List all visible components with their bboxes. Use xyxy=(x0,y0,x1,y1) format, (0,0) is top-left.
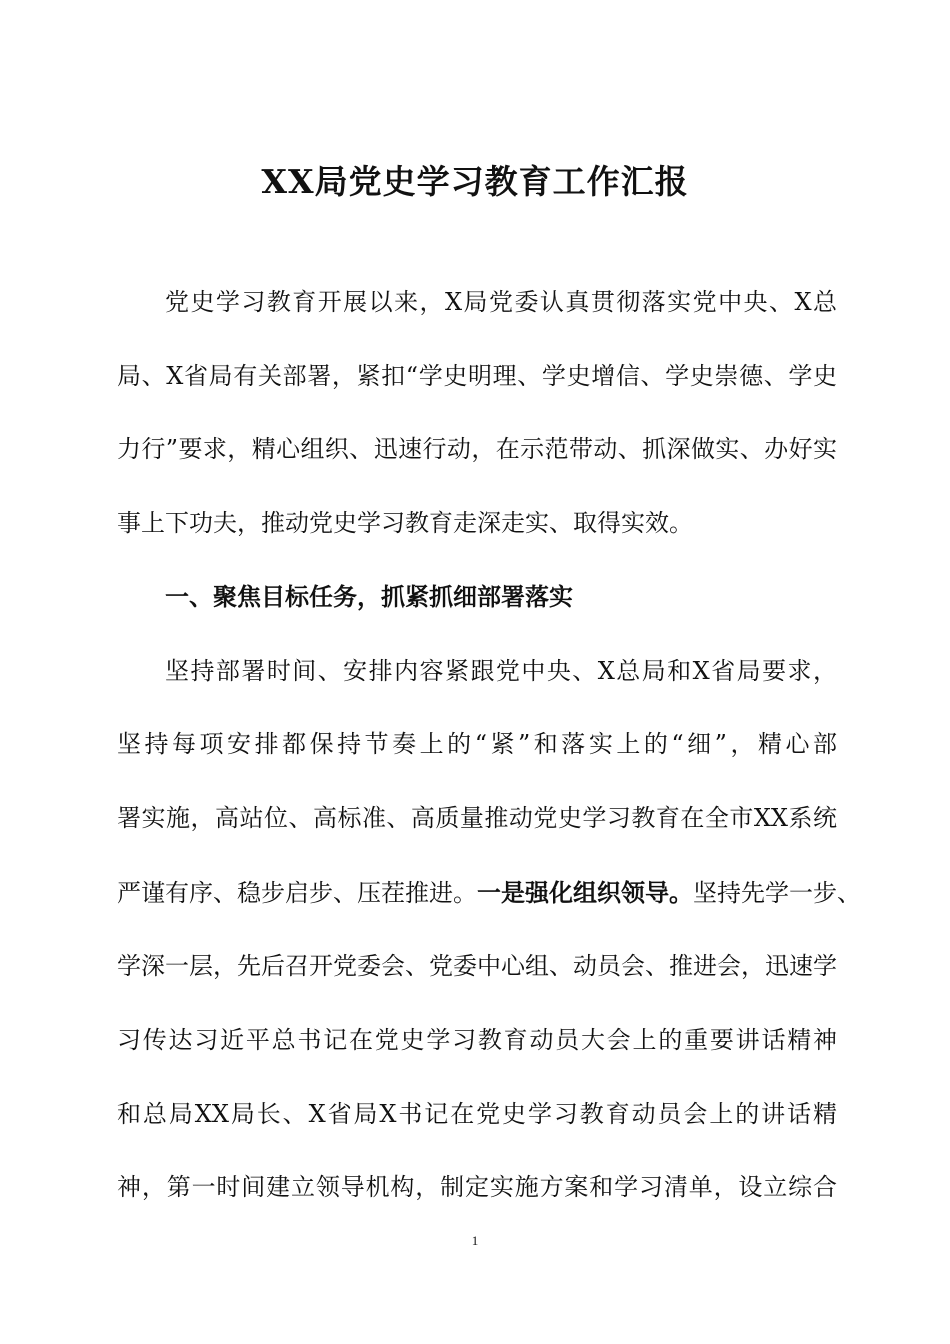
section1-line-4-tail: 坚持先学一步、 xyxy=(693,878,861,907)
section-heading-1: 一、聚焦目标任务，抓紧抓细部署落实 xyxy=(165,582,573,611)
page-number: 1 xyxy=(471,1233,479,1248)
document-body xyxy=(117,266,861,1225)
section1-line-8: 神，第一时间建立领导机构，制定实施方案和学习清单，设立综合 xyxy=(117,1173,837,1202)
section1-line-4 xyxy=(117,856,861,931)
intro-line-2: 局、X省局有关部署，紧扣“学史明理、学史增信、学史崇德、学史 xyxy=(117,361,837,390)
document-title: XX局党史学习教育工作汇报 xyxy=(261,162,689,201)
section1-line-4-text: 严谨有序、稳步启步、压茬推进。 xyxy=(117,878,477,907)
section1-line-5: 学深一层，先后召开党委会、党委中心组、动员会、推进会，迅速学 xyxy=(117,952,837,981)
section1-line-3: 署实施，高站位、高标准、高质量推动党史学习教育在全市XX系统 xyxy=(117,803,837,832)
intro-line-4: 事上下功夫，推动党史学习教育走深走实、取得实效。 xyxy=(117,509,693,538)
section1-line-2: 坚持每项安排都保持节奏上的“紧”和落实上的“细”，精心部 xyxy=(117,730,837,759)
section1-line-7: 和总局XX局长、X省局X书记在党史学习教育动员会上的讲话精 xyxy=(117,1099,837,1128)
intro-line-1: 党史学习教育开展以来，X局党委认真贯彻落实党中央、X总 xyxy=(165,288,837,316)
intro-line-3: 力行”要求，精心组织、迅速行动，在示范带动、抓深做实、办好实 xyxy=(117,435,837,464)
section1-line-6: 习传达习近平总书记在党史学习教育动员大会上的重要讲话精神 xyxy=(117,1026,837,1055)
section1-bold-phrase: 一是强化组织领导。 xyxy=(477,877,693,907)
section1-line-1: 坚持部署时间、安排内容紧跟党中央、X总局和X省局要求， xyxy=(165,656,837,685)
